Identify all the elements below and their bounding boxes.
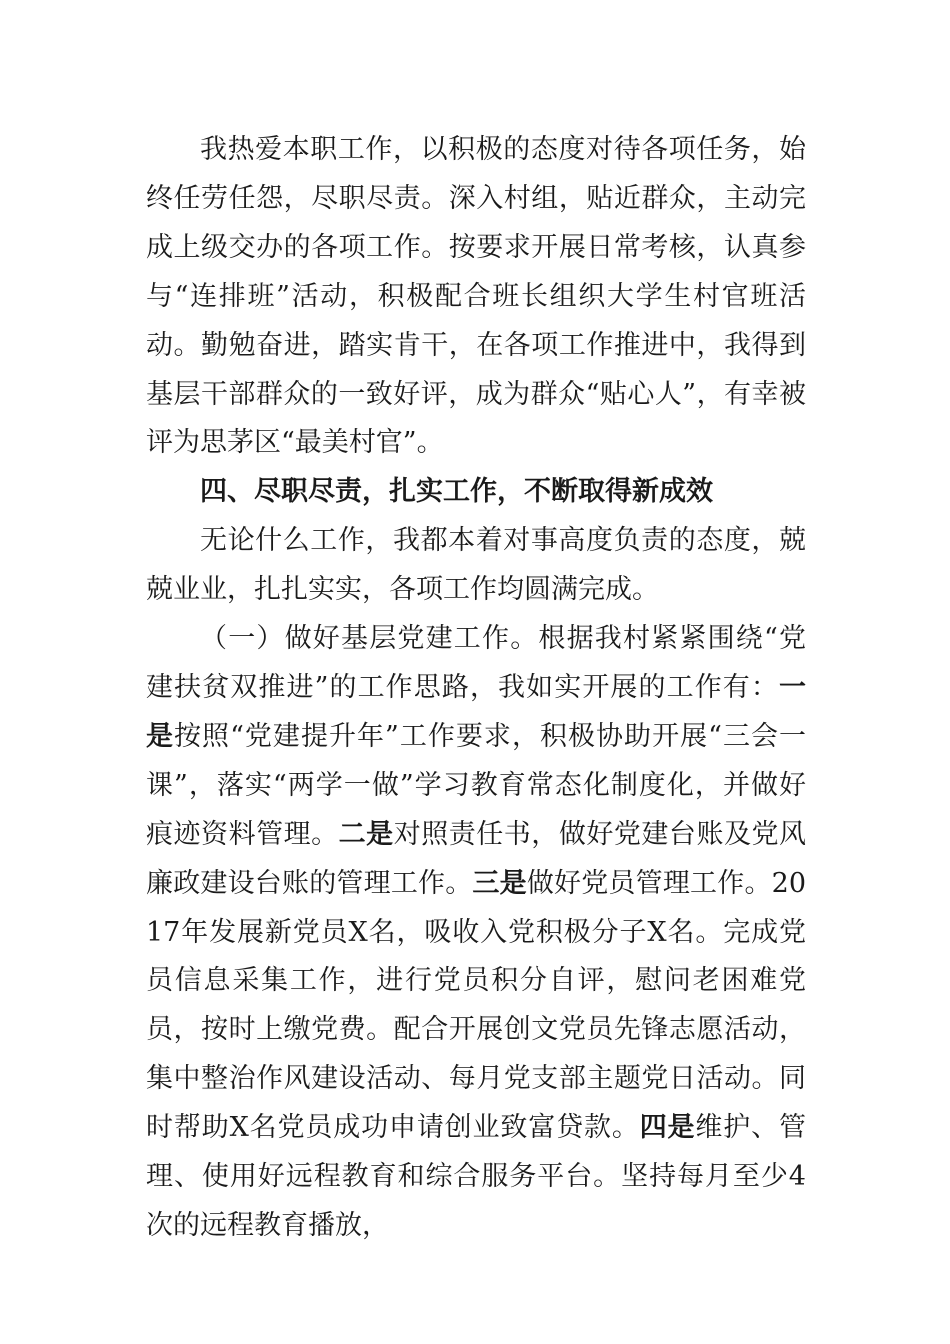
item-4-label: 四是	[639, 1112, 696, 1144]
item-3-text: 做好党员管理工作。2017年发展新党员X名，吸收入党积极分子X名。完成党员信息采集工作，进行党员积分自评，慰问老困难党员，按时上缴党费。配合开展创文党员先锋志愿活动，集中整治作风建设活动、每月党支部主题党日活动。同时帮助X名党员成功申请创业致富贷款。	[146, 867, 807, 1144]
paragraph-3	[146, 615, 806, 1251]
item-3-label: 三是	[472, 867, 527, 899]
document-body	[146, 126, 806, 1251]
paragraph-3-intro: （一）做好基层党建工作。根据我村紧紧围绕“党建扶贫双推进”的工作思路，我如实开展的工作有：	[146, 623, 806, 703]
section-heading: 四、尽职尽责，扎实工作，不断取得新成效	[200, 476, 713, 508]
item-1-label: 一是	[146, 671, 806, 752]
paragraph-1: 我热爱本职工作，以积极的态度对待各项任务，始终任劳任怨，尽职尽责。深入村组，贴近群众，主动完成上级交办的各项工作。按要求开展日常考核，认真参与“连排班”活动，积极配合班长组织大学生村官班活动。勤勉奋进，踏实肯干，在各项工作推进中，我得到基层干部群众的一致好评，成为群众“贴心人”，有幸被评为思茅区“最美村官”。	[146, 134, 806, 459]
item-1-text: 按照“党建提升年”工作要求，积极协助开展“三会一课”，落实“两学一做”学习教育常态化制度化，并做好痕迹资料管理。	[146, 720, 806, 850]
paragraph-2: 无论什么工作，我都本着对事高度负责的态度，兢兢业业，扎扎实实，各项工作均圆满完成。	[146, 525, 806, 606]
item-4-text: 维护、管理、使用好远程教育和综合服务平台。坚持每月至少4次的远程教育播放，	[146, 1112, 806, 1241]
item-2-text: 对照责任书，做好党建台账及党风廉政建设台账的管理工作。	[146, 818, 807, 899]
item-2-label: 二是	[338, 818, 394, 850]
